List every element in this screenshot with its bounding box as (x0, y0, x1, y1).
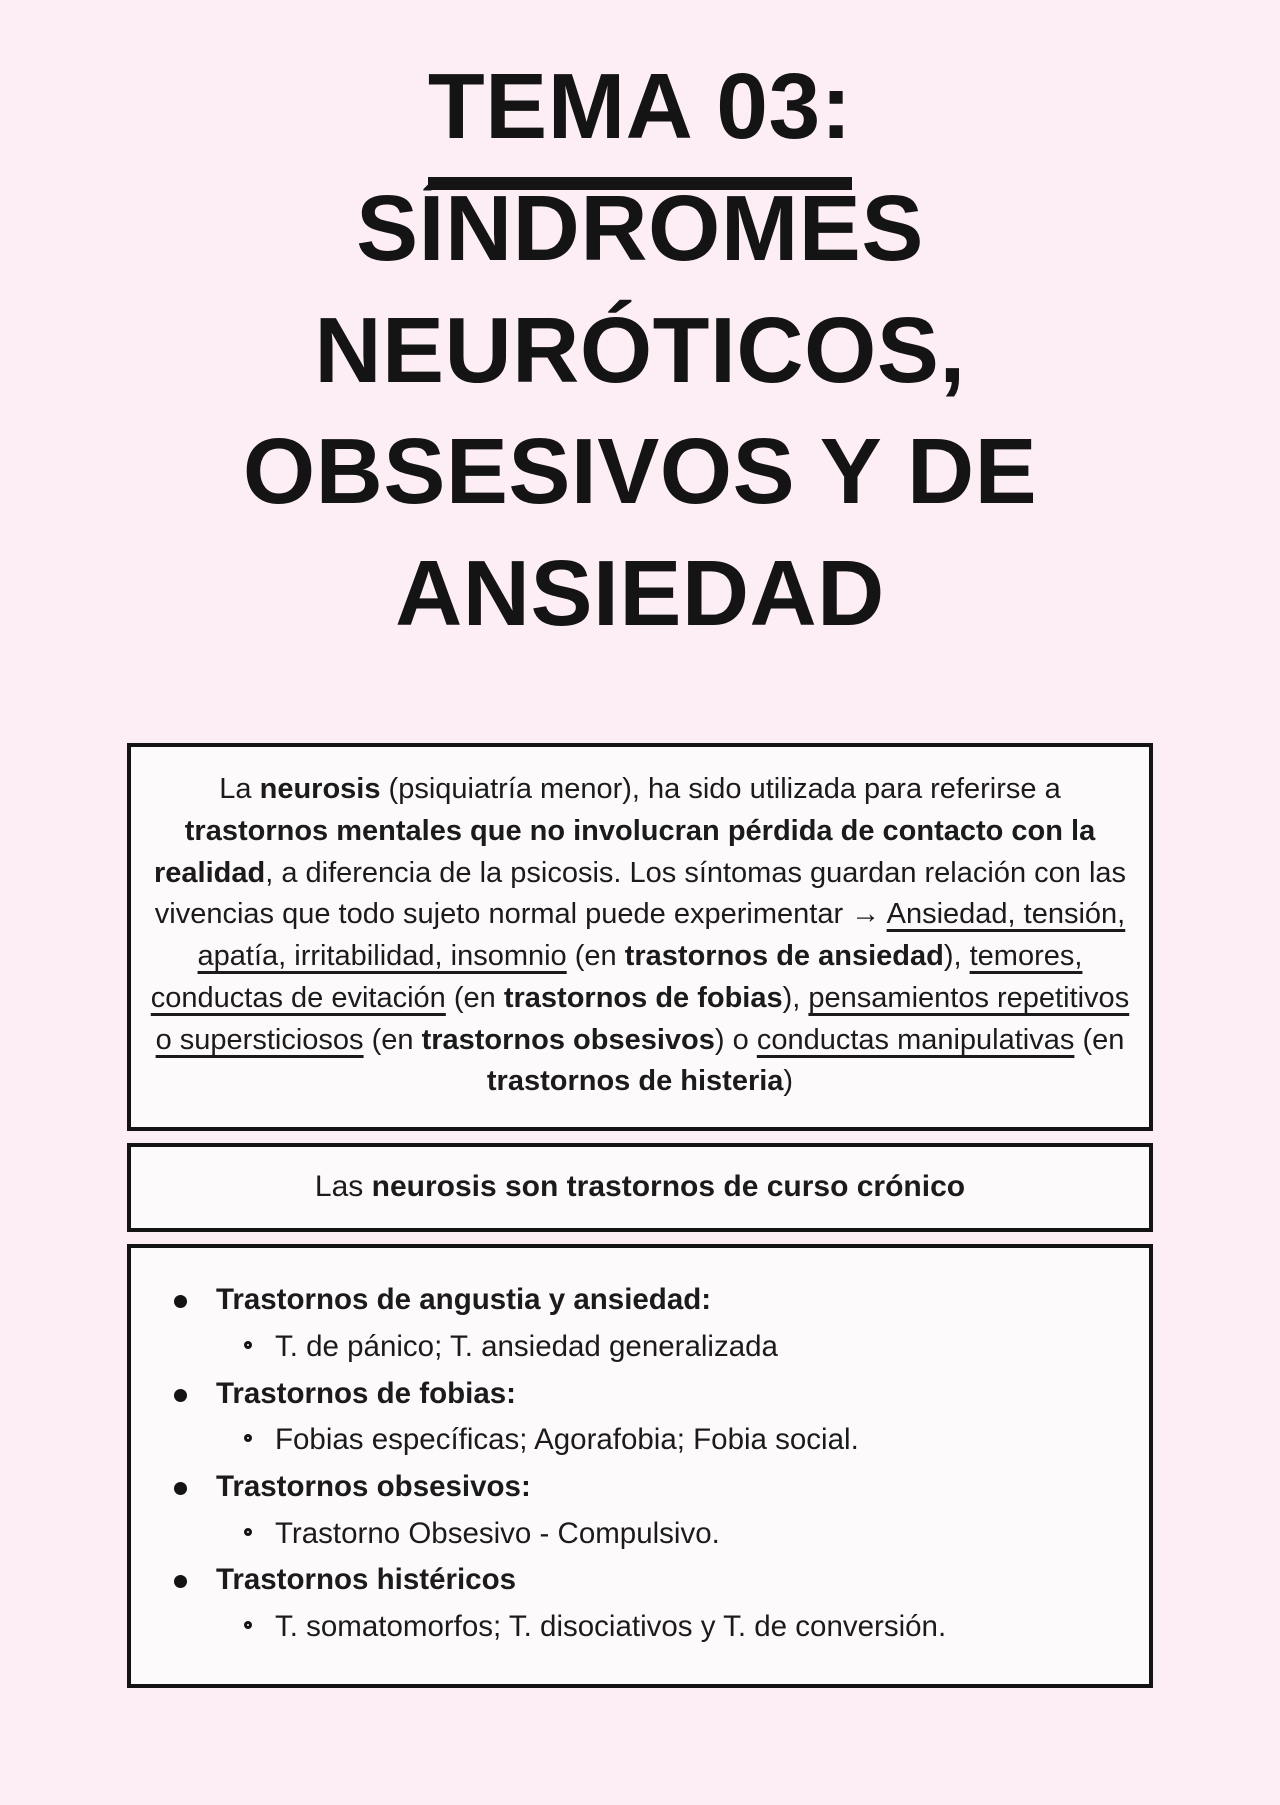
intro-paragraph (145, 769, 1135, 1103)
list-item (155, 1467, 1125, 1508)
sub-bullet-icon (244, 1341, 252, 1349)
title-line: TEMA 03: (0, 46, 1280, 168)
intro-box (127, 743, 1153, 1131)
text-segment: , a diferencia de la psicosis. Los síntomas guardan relación con las vivencias que todo sujeto normal puede experimentar → (154, 856, 1127, 931)
list-item (155, 1560, 1125, 1601)
sub-bullet-icon (244, 1434, 252, 1442)
list-subitem (155, 1607, 1125, 1648)
sub-bullet-icon (244, 1528, 252, 1536)
bullet-icon (174, 1389, 187, 1402)
text-segment: (psiquiatría menor), ha sido utilizada para referirse a (380, 773, 1061, 806)
list-subitem (155, 1420, 1125, 1461)
text-segment: trastornos de ansiedad (624, 940, 944, 973)
text-segment: ) (783, 1065, 794, 1098)
disorders-list-box (127, 1244, 1153, 1688)
list-item-header: Trastornos histéricos (216, 1563, 517, 1597)
title-line: ANSIEDAD (395, 541, 885, 646)
title-line: NEURÓTICOS, (314, 297, 966, 402)
text-segment: (en (566, 940, 625, 973)
list-subitem-text: T. somatomorfos; T. disociativos y T. de conversión. (275, 1610, 947, 1644)
title-line: OBSESIVOS Y DE (242, 419, 1038, 524)
list-subitem (155, 1327, 1125, 1368)
disorders-list (155, 1280, 1125, 1648)
list-item-header: Trastornos obsesivos: (216, 1469, 531, 1503)
bullet-icon (174, 1575, 187, 1588)
text-segment: Las (314, 1170, 372, 1204)
text-segment: Ansiedad, tensión, apatía, irritabilidad, insomnio (197, 898, 1126, 973)
list-subitem-text: T. de pánico; T. ansiedad generalizada (275, 1329, 778, 1363)
text-segment: pensamientos repetitivos o supersticiosos (155, 981, 1130, 1056)
text-segment: (en (445, 981, 504, 1014)
list-item-header: Trastornos de angustia y ansiedad: (216, 1283, 712, 1317)
list-item-header: Trastornos de fobias: (216, 1376, 516, 1410)
text-segment: ), (943, 940, 970, 973)
text-segment: (en (1074, 1023, 1125, 1056)
text-segment: trastornos mentales que no involucran pérdida de contacto con la realidad (153, 814, 1096, 889)
title-line: SÍNDROMES (356, 175, 924, 280)
sub-bullet-icon (244, 1621, 252, 1629)
text-segment: trastornos de fobias (503, 981, 783, 1014)
bullet-icon (174, 1482, 187, 1495)
text-segment: La (219, 773, 260, 806)
list-subitem (155, 1514, 1125, 1555)
list-item (155, 1374, 1125, 1415)
chronic-statement-box (127, 1143, 1153, 1232)
list-item (155, 1280, 1125, 1321)
text-segment: ), (782, 981, 809, 1014)
text-segment: (en (363, 1023, 422, 1056)
text-segment: neurosis son trastornos de curso crónico (371, 1170, 966, 1204)
list-subitem-text: Fobias específicas; Agorafobia; Fobia social. (275, 1423, 859, 1457)
text-segment: trastornos de histeria (486, 1065, 784, 1098)
text-segment: temores, conductas de evitación (150, 940, 1083, 1014)
text-segment: ) o (714, 1023, 757, 1056)
list-subitem-text: Trastorno Obsesivo - Compulsivo. (275, 1516, 720, 1550)
bullet-icon (174, 1295, 187, 1308)
text-segment: trastornos obsesivos (421, 1023, 715, 1056)
chronic-statement (145, 1167, 1135, 1206)
text-segment: neurosis (259, 773, 381, 806)
page-title (0, 0, 1280, 655)
text-segment: conductas manipulativas (756, 1023, 1075, 1056)
